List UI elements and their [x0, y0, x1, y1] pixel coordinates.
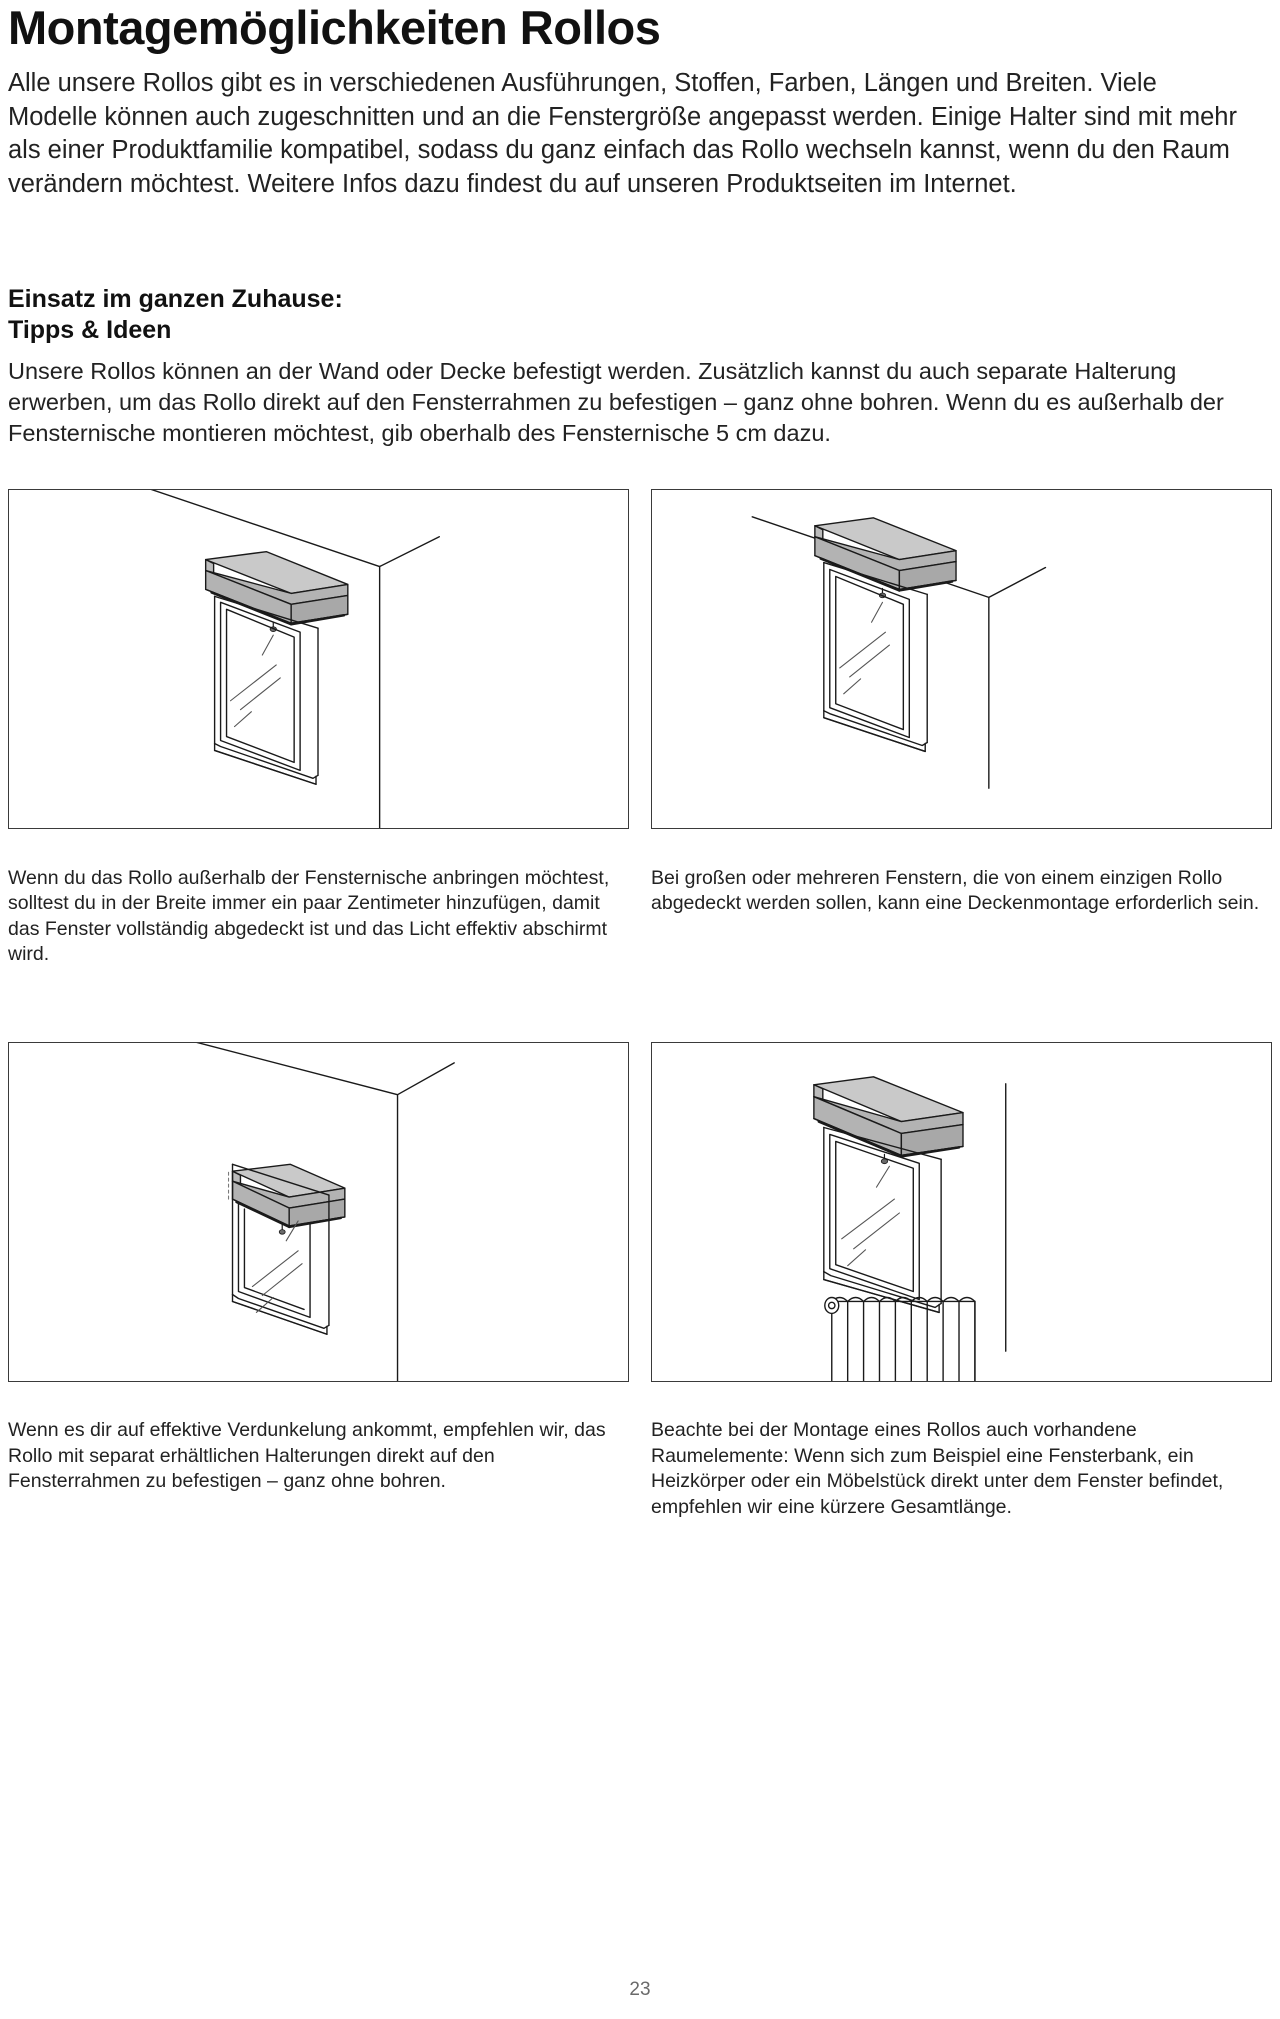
figure-row-bottom	[8, 988, 1272, 1540]
page-title: Montagemöglichkeiten Rollos	[8, 1, 661, 54]
figure-row-top	[8, 449, 1272, 987]
section-heading-line-2: Tipps & Ideen	[8, 316, 172, 345]
figure-caption: Wenn es dir auf effektive Verdunkelung ankommt, empfehlen wir, das Rollo mit separat erhältlichen Halterungen direkt auf den Fensterrahmen zu befestigen – ganz ohne bohren.	[8, 1419, 606, 1493]
section-heading-block	[8, 202, 1272, 347]
figure-radiator-below-window	[651, 1042, 1272, 1382]
figure-frame-mount-no-drilling	[8, 1042, 629, 1382]
figure-caption: Beachte bei der Montage eines Rollos auch vorhandene Raumelemente: Wenn sich zum Beispiel eine Fensterbank, ein Heizkörper oder ein Möbelstück direkt unter dem Fenster befindet, empfehlen wir eine kürzere Gesamtlänge.	[651, 1419, 1224, 1518]
figure-ceiling-mount	[651, 489, 1272, 829]
figure-wall-mount-outside-recess	[8, 489, 629, 829]
intro-paragraph: Alle unsere Rollos gibt es in verschiedenen Ausführungen, Stoffen, Farben, Längen und Breiten. Viele Modelle können auch zugeschnitten und an die Fenstergröße angepasst werden. Einige Halter sind mit mehr als einer Produktfamilie kompatibel, sodass du ganz einfach das Rollo wechseln kannst, wenn du den Raum verändern möchtest. Weitere Infos dazu findest du auf unseren Produktseiten im Internet.	[8, 69, 1237, 198]
figure-caption: Wenn du das Rollo außerhalb der Fensternische anbringen möchtest, solltest du in der Breite immer ein paar Zentimeter hinzufügen, damit das Fenster vollständig abgedeckt ist und das Licht effektiv abschirmt wird.	[8, 866, 610, 966]
figure-cell-ceiling-mount	[651, 489, 1272, 987]
section-body-paragraph: Unsere Rollos können an der Wand oder Decke befestigt werden. Zusätzlich kannst du auch separate Halterung erwerben, um das Rollo direkt auf den Fensterrahmen zu befestigen – ganz ohne bohren. Wenn du es außerhalb der Fensternische montieren möchtest, gib oberhalb des Fensternische 5 cm dazu.	[8, 357, 1224, 447]
figure-caption: Bei großen oder mehreren Fenstern, die von einem einzigen Rollo abgedeckt werden sollen, kann eine Deckenmontage erforderlich sein.	[651, 866, 1260, 915]
section-heading-line-1: Einsatz im ganzen Zuhause:	[8, 284, 343, 313]
figure-cell-wall-mount	[8, 489, 629, 987]
figure-cell-radiator	[651, 1042, 1272, 1540]
page-number: 23	[629, 1979, 651, 2000]
figure-cell-frame-mount	[8, 1042, 629, 1540]
